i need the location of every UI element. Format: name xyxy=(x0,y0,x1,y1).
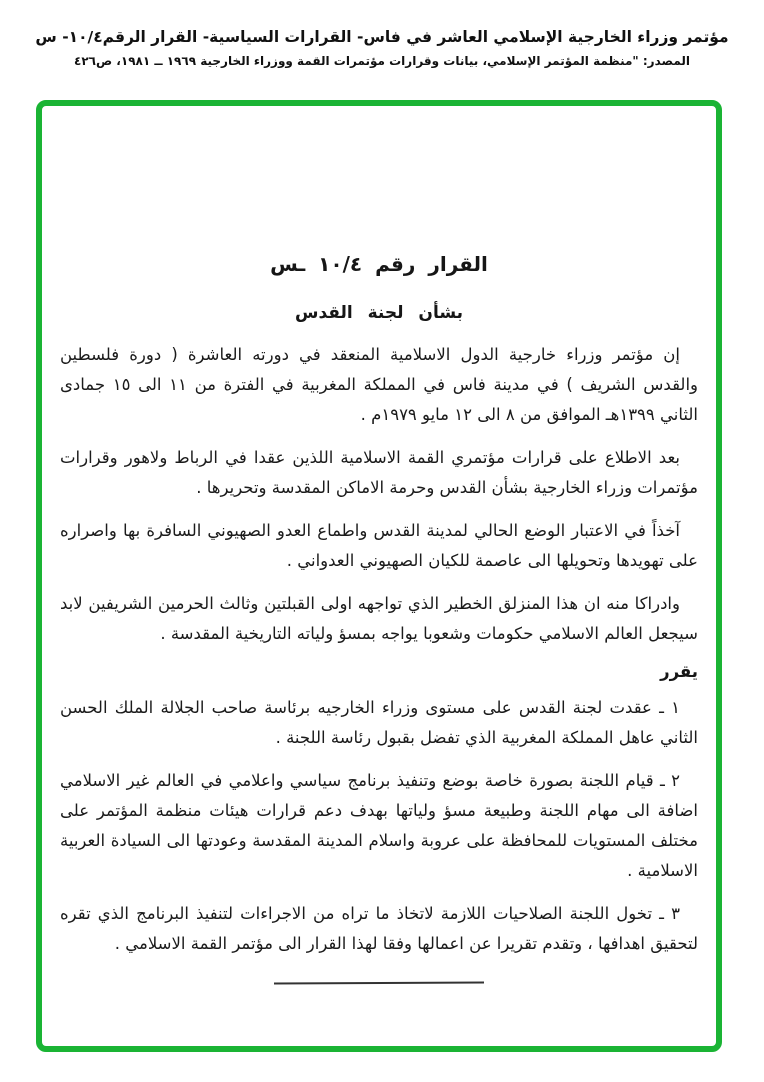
resolution-title: القرار رقم ١٠/٤ ـس xyxy=(270,252,488,276)
resolution-subject: بشأن لجنة القدس xyxy=(294,303,464,323)
header-title: مؤتمر وزراء الخارجية الإسلامي العاشر في فاس- القرارات السياسية- القرار الرقم١٠/٤- س xyxy=(35,28,729,46)
resolution-content xyxy=(42,106,716,984)
preamble-paragraph: آخذاً في الاعتبار الوضع الحالي لمدينة القدس واطماع العدو الصهيوني السافرة بها واصراره على تهويدها وتحويلها الى عاصمة للكيان الصهيوني العدواني . xyxy=(60,521,698,570)
preamble-paragraph: وادراكا منه ان هذا المنزلق الخطير الذي تواجهه اولى القبلتين وثالث الحرمين الشريفين لابد سيجعل العالم الاسلامي حكومات وشعوبا يواجه بمسؤ ولياته التاريخية المقدسة . xyxy=(60,594,698,643)
end-divider xyxy=(274,981,484,984)
resolution-body xyxy=(60,340,698,959)
preamble-paragraph: بعد الاطلاع على قرارات مؤتمري القمة الاسلامية اللذين عقدا في الرباط ولاهور وقرارات مؤتمرات وزراء الخارجية بشأن القدس وحرمة الاماكن المقدسة وتحريرها . xyxy=(60,448,698,497)
document-header xyxy=(0,0,764,70)
header-source: المصدر: "منظمة المؤتمر الإسلامي، بيانات وقرارات مؤتمرات القمة ووزراء الخارجية ١٩٦٩ ــ ١٩٨١، ص٤٢٦ xyxy=(74,54,690,68)
resolution-item: ١ ـ عقدت لجنة القدس على مستوى وزراء الخارجيه برئاسة صاحب الجلالة الملك الحسن الثاني عاهل المملكة المغربية الذي تفضل بقبول رئاسة اللجنة . xyxy=(60,698,698,747)
preamble-paragraph: إن مؤتمر وزراء خارجية الدول الاسلامية المنعقد في دورته العاشرة ( دورة فلسطين والقدس الشريف ) في مدينة فاس في المملكة المغربية في الفترة من ١١ الى ١٥ جمادى الثاني ١٣٩٩هـ الموافق من ٨ الى ١٢ مايو ١٩٧٩م . xyxy=(60,345,699,424)
decides-label: يقرر xyxy=(660,662,698,681)
resolution-item: ٣ ـ تخول اللجنة الصلاحيات اللازمة لاتخاذ ما تراه من الاجراءات لتنفيذ البرنامج الذي تقره لتحقيق اهدافها ، وتقدم تقريرا عن اعمالها وفقا لهذا القرار الى مؤتمر القمة الاسلامي . xyxy=(60,904,698,953)
resolution-item: ٢ ـ قيام اللجنة بصورة خاصة بوضع وتنفيذ برنامج سياسي واعلامي في العالم غير الاسلامي اضافة الى مهام اللجنة وطبيعة مسؤ ولياتها بهدف دعم قرارات هيئات منظمة المؤتمر على مختلف المستويات للمحافظة على عروبة واسلام المدينة المقدسة وعودتها الى السيادة العربية الاسلامية . xyxy=(60,771,698,880)
document-frame xyxy=(36,100,722,1052)
